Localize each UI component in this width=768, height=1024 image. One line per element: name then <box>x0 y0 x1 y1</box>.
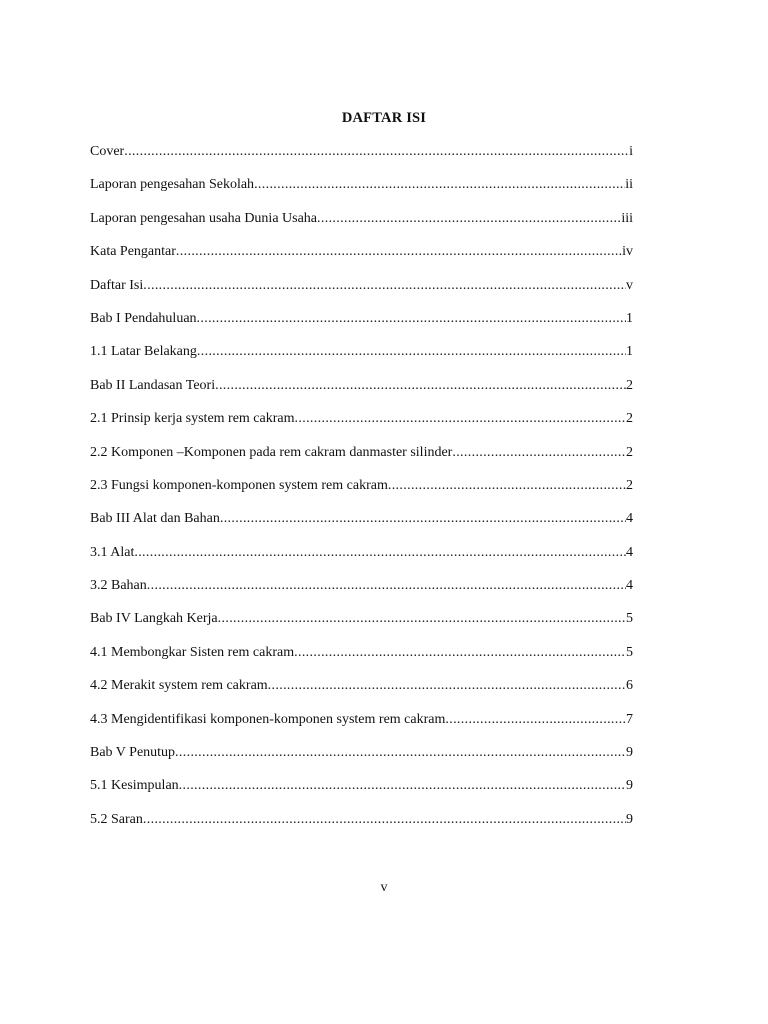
toc-entry-label: 4.1 Membongkar Sisten rem cakram <box>90 644 295 660</box>
toc-dot-leader <box>134 544 626 562</box>
toc-dot-leader <box>452 444 626 462</box>
footer-page-number: v <box>380 880 388 895</box>
toc-entry <box>90 744 633 777</box>
toc-entry-page: 7 <box>626 711 633 727</box>
toc-entry <box>90 777 633 810</box>
toc-entry <box>90 610 633 643</box>
toc-entry-page: iv <box>622 244 633 260</box>
toc-entry-page: ii <box>625 177 633 193</box>
toc-entry-page: 4 <box>626 544 633 560</box>
toc-dot-leader <box>254 176 625 194</box>
toc-entry <box>90 477 633 510</box>
toc-entry-page: 2 <box>626 444 633 460</box>
toc-dot-leader <box>268 677 626 695</box>
toc-dot-leader <box>317 210 621 228</box>
toc-entry-page: 6 <box>626 678 633 694</box>
toc-entry-label: Bab III Alat dan Bahan <box>90 511 220 527</box>
toc-entry <box>90 176 633 209</box>
toc-dot-leader <box>197 343 626 361</box>
toc-entry <box>90 277 633 310</box>
toc-entry-page: i <box>629 144 633 159</box>
toc-entry-page: v <box>626 277 633 293</box>
toc-entry <box>90 711 633 744</box>
table-of-contents <box>90 143 633 844</box>
toc-entry <box>90 544 633 577</box>
toc-entry <box>90 410 633 443</box>
toc-entry-label: 2.3 Fungsi komponen-komponen system rem cakram <box>90 477 388 493</box>
toc-entry-page: 4 <box>626 578 633 594</box>
toc-entry <box>90 210 633 243</box>
toc-entry <box>90 577 633 610</box>
toc-entry-page: 9 <box>626 745 633 761</box>
toc-dot-leader <box>215 377 626 395</box>
toc-dot-leader <box>388 477 626 495</box>
toc-dot-leader <box>124 143 629 161</box>
toc-entry-label: Daftar Isi <box>90 277 144 293</box>
toc-entry-label: 1.1 Latar Belakang <box>90 344 197 360</box>
toc-entry-label: 5.2 Saran <box>90 811 143 827</box>
toc-entry <box>90 444 633 477</box>
toc-dot-leader <box>218 610 626 628</box>
toc-entry-page: 4 <box>626 511 633 527</box>
toc-entry-label: Bab V Penutup <box>90 745 176 761</box>
toc-entry <box>90 677 633 710</box>
toc-entry-label: 4.2 Merakit system rem cakram <box>90 678 268 694</box>
toc-entry-page: 9 <box>626 778 633 794</box>
toc-entry-label: Bab II Landasan Teori <box>90 377 216 393</box>
toc-entry <box>90 377 633 410</box>
toc-dot-leader <box>143 811 626 829</box>
toc-dot-leader <box>294 644 626 662</box>
toc-entry-page: 5 <box>626 611 633 627</box>
toc-entry <box>90 811 633 844</box>
toc-entry-page: 2 <box>626 477 633 493</box>
toc-dot-leader <box>220 510 626 528</box>
toc-entry-label: 2.1 Prinsip kerja system rem cakram <box>90 411 295 427</box>
toc-dot-leader <box>197 310 626 328</box>
toc-entry <box>90 644 633 677</box>
toc-entry-label: 3.2 Bahan <box>90 578 147 594</box>
toc-entry-label: 5.1 Kesimpulan <box>90 778 179 794</box>
toc-entry <box>90 310 633 343</box>
toc-entry-label: Laporan pengesahan Sekolah <box>90 177 255 193</box>
toc-entry-label: 4.3 Mengidentifikasi komponen-komponen system rem cakram <box>90 711 446 727</box>
toc-entry <box>90 243 633 276</box>
toc-entry-label: Bab I Pendahuluan <box>90 310 197 326</box>
toc-entry-page: 5 <box>626 644 633 660</box>
toc-dot-leader <box>147 577 626 595</box>
toc-entry <box>90 143 633 176</box>
toc-entry-page: 9 <box>626 811 633 827</box>
toc-entry-page: 2 <box>626 377 633 393</box>
toc-entry-page: 2 <box>626 411 633 427</box>
toc-entry-page: 1 <box>626 310 633 326</box>
toc-dot-leader <box>176 243 622 261</box>
toc-entry-page: iii <box>621 210 633 226</box>
page-title: DAFTAR ISI <box>341 110 427 126</box>
toc-dot-leader <box>175 744 626 762</box>
toc-entry <box>90 343 633 376</box>
toc-entry-page: 1 <box>626 344 633 360</box>
toc-entry-label: Cover <box>90 144 125 159</box>
toc-dot-leader <box>295 410 626 428</box>
toc-dot-leader <box>179 777 626 795</box>
toc-entry-label: Laporan pengesahan usaha Dunia Usaha <box>90 210 318 226</box>
toc-entry-label: Kata Pengantar <box>90 244 176 260</box>
toc-dot-leader <box>445 711 626 729</box>
toc-dot-leader <box>143 277 626 295</box>
toc-entry-label: 3.1 Alat <box>90 544 135 560</box>
toc-entry <box>90 510 633 543</box>
toc-entry-label: 2.2 Komponen –Komponen pada rem cakram danmaster silinder <box>90 444 453 460</box>
toc-entry-label: Bab IV Langkah Kerja <box>90 611 218 627</box>
